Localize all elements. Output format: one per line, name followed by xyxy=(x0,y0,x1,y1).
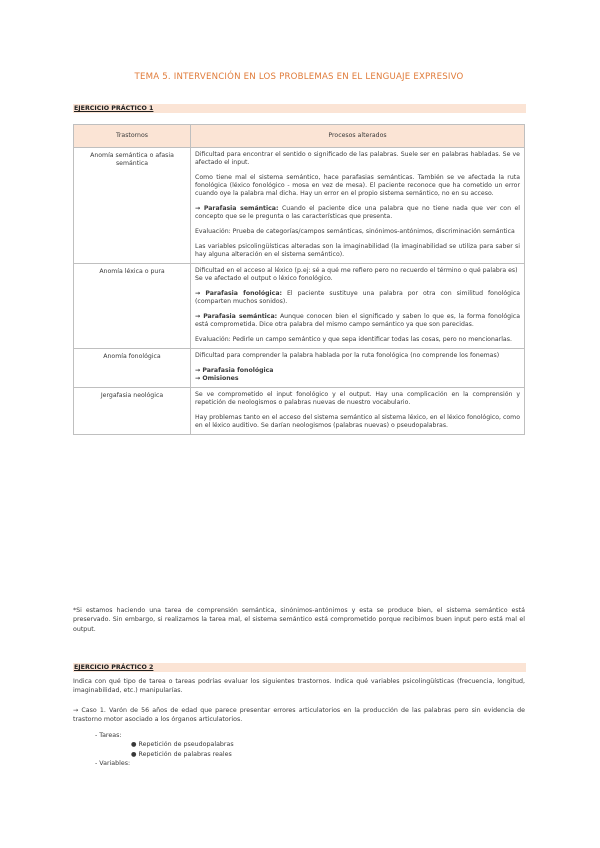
disorder-cell: Jergafasia neológica xyxy=(74,388,191,435)
process-text: Dificultad para encontrar el sentido o significado de las palabras. Suele ser en palabras habladas. Se ve afectado el input. xyxy=(195,151,520,166)
disorder-cell: Anomía léxica o pura xyxy=(74,264,191,349)
process-text xyxy=(195,290,520,306)
process-text xyxy=(195,205,520,221)
process-text: Hay problemas tanto en el acceso del sistema semántico al sistema léxico, en el léxico fonológico, como en el léxico auditivo. Se darían neologismos (palabras nuevas) o pseudopalabras. xyxy=(195,414,520,429)
process-text: Aunque conocen bien el significado y saben lo que es, la forma fonológica está comprometida. Dice otra palabra del mismo campo semántico ya que son parecidas. xyxy=(195,313,521,328)
header-processes: Procesos alterados xyxy=(191,125,525,148)
disorders-table xyxy=(73,124,525,435)
exercise-2-intro: Indica con qué tipo de tarea o tareas podrías evaluar los siguientes trastornos. Indica qué variables psicolingüísticas (frecuencia, longitud, imaginabilidad, etc.) manipularías. xyxy=(73,678,525,695)
process-text: Se ve afectado el output o léxico fonológico. xyxy=(195,275,333,282)
process-cell xyxy=(191,148,525,264)
footnote: *Si estamos haciendo una tarea de comprensión semántica, sinónimos-antónimos y esta se produce bien, el sistema semántico está preservado. Sin embargo, si realizamos la tarea mal, el sistema semántico está comprometido porque recibimos buen input pero está mal el output. xyxy=(73,607,525,633)
process-text: El paciente sustituye una palabra por otra con similitud fonológica (comparten muchos sonidos). xyxy=(195,290,521,305)
list-item: - Tareas: xyxy=(95,732,122,739)
process-text: Evaluación: Pedirle un campo semántico y que sepa identificar todas las cosas, pero no mencionarlas. xyxy=(195,336,512,343)
table-row xyxy=(74,349,525,388)
header-disorders: Trastornos xyxy=(74,125,191,148)
bold-label: → Parafasia fonológica: xyxy=(195,290,282,297)
bold-label: → Parafasia fonológica xyxy=(195,367,274,374)
process-cell xyxy=(191,349,525,388)
process-text: Se ve comprometido el input fonológico y el output. Hay una complicación en la comprensión y repetición de neologismos o palabras nuevas de nuestro vocabulario. xyxy=(195,391,520,406)
process-cell xyxy=(191,264,525,349)
process-text: Como tiene mal el sistema semántico, hace parafasias semánticas. También se ve afectada la ruta fonológica (léxico fonológico - mosa en vez de mesa). El paciente reconoce que ha cometido un error cuando oye la palabra mal dicha. Hay un error en el propio sistema semántico, no en su acceso. xyxy=(195,174,520,197)
process-cell xyxy=(191,388,525,435)
process-text: Evaluación: Prueba de categorías/campos semánticas, sinónimos-antónimos, discriminación semántica xyxy=(195,228,515,235)
process-text xyxy=(195,367,520,383)
table-header-row xyxy=(74,125,525,148)
list-item: - Variables: xyxy=(95,760,131,768)
disorder-cell: Anomía fonológica xyxy=(74,349,191,388)
exercise-1-heading: EJERCICIO PRÁCTICO 1 xyxy=(73,104,526,113)
process-text: Dificultad para comprender la palabra hablada por la ruta fonológica (no comprende los fonemas) xyxy=(195,352,500,359)
page-title: TEMA 5. INTERVENCIÓN EN LOS PROBLEMAS EN EL LENGUAJE EXPRESIVO xyxy=(134,72,464,82)
table-row xyxy=(74,148,525,264)
case-1-list xyxy=(73,731,234,769)
process-text xyxy=(195,313,520,329)
table-row xyxy=(74,388,525,435)
exercise-2-heading: EJERCICIO PRÁCTICO 2 xyxy=(73,663,526,672)
bold-label: → Parafasia semántica: xyxy=(195,313,278,320)
list-item: ● Repetición de pseudopalabras xyxy=(131,741,234,749)
process-text: Las variables psicolingüísticas alteradas son la imaginabilidad (la imaginabilidad se utiliza para saber si hay alguna alteración en el sistema semántico). xyxy=(195,243,520,258)
process-text xyxy=(195,267,520,283)
table-row xyxy=(74,264,525,349)
case-1-text: → Caso 1. Varón de 56 años de edad que parece presentar errores articulatorios en la producción de las palabras pero sin evidencia de trastorno motor asociado a los órganos articulatorios. xyxy=(73,707,525,724)
process-text: Cuando el paciente dice una palabra que no tiene nada que ver con el concepto que se le pregunta o las características que presenta. xyxy=(195,205,521,220)
process-text: Dificultad en el acceso al léxico (p.ej: sé a qué me refiero pero no recuerdo el término o qué palabra es) xyxy=(195,267,518,274)
bold-label: → Parafasia semántica: xyxy=(195,205,279,212)
list-item: ● Repetición de palabras reales xyxy=(131,750,232,758)
disorder-cell: Anomía semántica o afasia semántica xyxy=(74,148,191,264)
bold-label: → Omisiones xyxy=(195,375,239,382)
